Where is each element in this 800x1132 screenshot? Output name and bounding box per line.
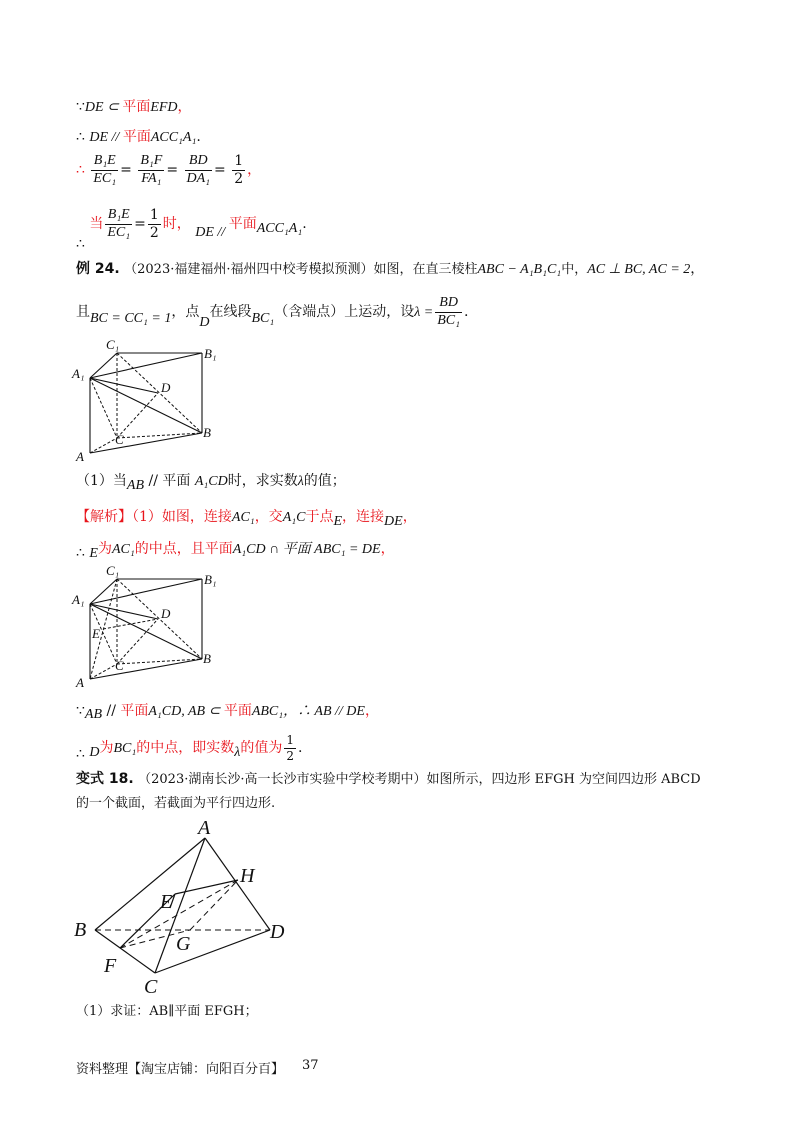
label-c: C [115,658,124,673]
because-symbol: ∵ [76,703,85,719]
fraction-bd-bc1: $\frac{BD}{\text{BC₁}}$ [437,295,460,328]
label-e: E [92,626,100,641]
comma: ， [380,541,395,557]
proof-line-2 [76,130,201,145]
fraction-b1f-fa1: $\frac{\text{B₁F}}{\text{FA₁}}$ [140,153,163,186]
text: ，交 [254,509,283,525]
plane-word: 平面 [228,216,257,233]
condition: AC ⊥ BC, AC = 2 [587,262,691,277]
text: // [102,703,121,719]
label-b: B [203,425,211,440]
figure-prism-2 [70,564,220,694]
text: ，∴ AB // DE [283,704,365,719]
de-parallel: DE // [195,225,229,241]
segment-bc1: BC₁ [113,741,137,757]
plane-word: 平面 [120,703,149,719]
shi-word: 时， [162,216,191,233]
proof-line-1 [76,100,192,115]
label-e: E [160,891,173,913]
lambda: λ [234,745,241,761]
text: （1）如图，连接 [132,509,232,525]
period: . [196,129,201,145]
when-word: 当 [89,216,104,233]
solution-tag: 【解析】 [76,509,132,525]
solution-line-2 [76,541,395,561]
de-subset: DE ⊂ [84,100,123,115]
fraction-one-half: $\frac{1}{2}$ [234,153,244,187]
text: // 平面 [144,473,195,489]
text: 的值为 [240,740,283,757]
text: 的中点，且平面 [134,541,233,557]
plane-efd: EFD [150,100,178,115]
solution-line-1 [76,509,417,529]
fraction-b1e-ec1: $\frac{\text{B₁E}}{\text{EC₁}}$ [107,207,131,240]
variant-18-question-1 [76,1004,258,1018]
plane-word: 平面 [122,99,151,115]
plane-intersection: A₁CD ∩ 平面 ABC₁ = DE [232,542,381,557]
example-label: 例 24. [76,261,120,277]
comma: ， [177,99,192,115]
variant-text: （2023·湖南长沙·高一长沙市实验中学校考期中）如图所示，四边形 EFGH 为空间四边形 ABCD [138,772,701,787]
label-b: B [74,919,87,941]
text: （含端点）上运动，设 [274,304,415,321]
segment-ac1: AC₁ [111,542,135,557]
text: 为 [97,541,112,557]
label-f: F [104,955,117,977]
lambda: λ [297,474,304,489]
period: . [302,216,307,233]
lambda: λ = [414,305,434,321]
variant-18-line-1 [76,772,701,786]
label-c1: C₁ [106,564,120,578]
point-e: E [89,546,98,561]
text: 中， [561,262,588,277]
plane-word: 平面 [223,703,252,719]
text: 为 [99,740,114,757]
solution-line-3 [76,703,379,722]
plane-acc1a1: ACC₁A₁ [150,130,197,145]
label-b1: B₁ [204,346,217,361]
example-24-line-1 [76,262,704,277]
text: （1）当 [76,473,127,489]
proof-line-4 [76,207,307,253]
therefore-symbol: ∴ [76,162,85,179]
label-a: A [198,818,211,839]
figure-tetrahedron [70,818,310,998]
label-a: A [76,675,84,690]
label-a1: A₁ [72,366,85,381]
question-1 [76,473,346,493]
point-d: D [199,315,210,331]
question-text: （1）求证：AB∥平面 EFGH； [76,1004,258,1019]
text: 且 [76,304,90,321]
label-a1: A₁ [72,592,85,607]
text: 于点 [305,509,334,525]
because-symbol: ∵ [76,99,85,115]
variant-text: 的一个截面，若截面为平行四边形. [76,796,276,811]
fraction-one-half: $\frac{1}{2}$ [149,207,159,241]
point-d: D [89,745,100,761]
example-24-line-2 [76,295,469,331]
comma: ， [247,162,262,179]
comma: ， [364,703,379,719]
fraction-b1e-ec1: $\frac{\text{B₁E}}{\text{EC₁}}$ [93,153,117,186]
label-g: G [176,933,191,955]
variant-18-line-2 [76,796,275,810]
label-c: C [115,432,124,447]
figure-prism-1 [70,338,220,468]
fraction-bd-da1: $\frac{BD}{\text{DA₁}}$ [186,153,211,186]
label-b1: B₁ [204,572,217,587]
label-d: D [161,380,171,395]
segment-de: DE [384,514,403,529]
label-c: C [144,976,158,998]
therefore-symbol: ∴ [76,545,85,561]
therefore-symbol: ∴ [76,236,85,253]
prism-name: ABC − A₁B₁C₁ [477,262,562,277]
segment-ab: AB [126,478,145,493]
plane-acc1a1: ACC₁A₁ [256,221,303,237]
therefore-symbol: ∴ [76,746,85,763]
text: 在线段 [209,304,252,321]
period: . [464,304,469,321]
page-number: 37 [302,1058,319,1073]
variant-label: 变式 18. [76,771,134,787]
label-d: D [270,921,285,943]
comma: ， [690,261,705,277]
fraction-one-half: $\frac{1}{2}$ [286,733,294,763]
period: . [297,740,303,757]
therefore-symbol: ∴ [76,129,85,145]
text: A₁CD, AB ⊂ [148,704,224,719]
label-h: H [240,865,255,887]
segment-bc1: BC₁ [251,311,275,327]
label-b: B [203,651,211,666]
text: 的中点，即实数 [136,740,235,757]
plane-a1cd: A₁CD [194,474,228,489]
text: ，点 [171,304,200,321]
segment-ac1: AC₁ [231,510,255,525]
label-c1: C₁ [106,338,120,352]
segment-a1c: A₁C [282,510,306,525]
label-d: D [161,606,171,621]
equals: = [134,216,146,233]
footer-source: 资料整理【淘宝店铺：向阳百分百】 [76,1062,285,1077]
point-e: E [333,514,343,529]
plane-abc1: ABC₁ [251,704,284,719]
text: 的值； [303,473,346,489]
text: ， [402,509,417,525]
proof-line-3: ∴ $\frac{\text{B₁E}}{\text{EC₁}}$ = $\frac{\text{B₁F}}{\text{FA₁}}$ = $\frac{BD}{\text{DA₁}}$ = $\frac{1}{2}$ ， [76,153,262,187]
condition: BC = CC₁ = 1 [90,311,172,327]
de-parallel: DE // [89,130,123,145]
segment-ab: AB [84,707,103,722]
label-a: A [76,449,84,464]
solution-line-4 [76,734,302,762]
example-source: （2023·福建福州·福州四中校考模拟预测）如图，在直三棱柱 [124,262,478,277]
text: ，连接 [342,509,385,525]
plane-word: 平面 [122,129,151,145]
text: 时，求实数 [227,473,298,489]
